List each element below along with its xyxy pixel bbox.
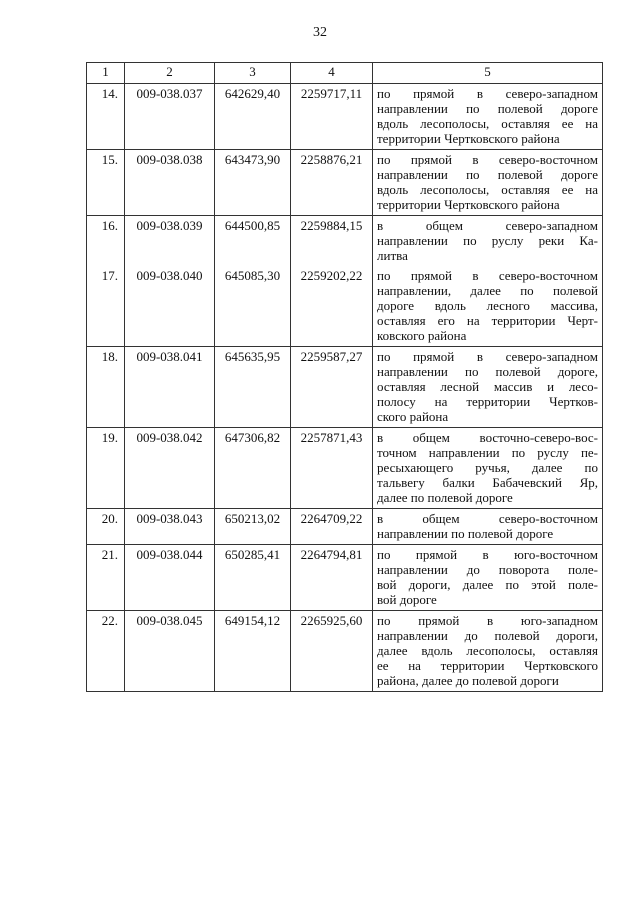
description-line: по прямой в северо-восточном: [377, 152, 598, 167]
header-col-3: 3: [215, 63, 291, 84]
table-row: [87, 611, 603, 692]
description-line: по прямой в северо-восточном: [377, 268, 598, 283]
description-line: по прямой в юго-восточном: [377, 547, 598, 562]
row-number: 19.: [87, 428, 125, 509]
description-line: направлении по полевой дороге,: [377, 364, 598, 379]
boundary-description: [373, 84, 603, 150]
table-row: [87, 216, 603, 267]
point-code: 009-038.042: [125, 428, 215, 509]
coordinate-y: 2258876,21: [291, 150, 373, 216]
header-col-5: 5: [373, 63, 603, 84]
coordinate-x: 650213,02: [215, 509, 291, 545]
coordinate-x: 647306,82: [215, 428, 291, 509]
table-row: [87, 509, 603, 545]
description-line: вой дороги, далее по этой поле-: [377, 577, 598, 592]
header-col-2: 2: [125, 63, 215, 84]
description-line: оставляя лесной массив и лесо-: [377, 379, 598, 394]
description-line: в общем северо-восточном: [377, 511, 598, 526]
coordinate-x: 642629,40: [215, 84, 291, 150]
description-line: литва: [377, 248, 408, 263]
row-number: 20.: [87, 509, 125, 545]
boundary-description: [373, 509, 603, 545]
description-line: ее на территории Чертковского: [377, 658, 598, 673]
description-line: точном направлении по руслу пе-: [377, 445, 598, 460]
coordinate-x: 645635,95: [215, 347, 291, 428]
boundary-description: [373, 611, 603, 692]
description-line: в общем северо-западном: [377, 218, 598, 233]
coordinate-y: 2259587,27: [291, 347, 373, 428]
description-line: дороге вдоль лесного массива,: [377, 298, 598, 313]
table-row: [87, 428, 603, 509]
description-line: направлении по полевой дороге: [377, 101, 598, 116]
description-line: района, далее до полевой дороги: [377, 673, 559, 688]
table-row: [87, 84, 603, 150]
description-line: направлении, далее по полевой: [377, 283, 598, 298]
description-line: территории Чертковского района: [377, 131, 560, 146]
row-number: 22.: [87, 611, 125, 692]
coordinate-x: 644500,85: [215, 216, 291, 267]
table-row: [87, 347, 603, 428]
header-col-4: 4: [291, 63, 373, 84]
description-line: ресыхающего ручья, далее по: [377, 460, 598, 475]
table-row: [87, 545, 603, 611]
description-line: вдоль лесополосы, оставляя ее на: [377, 182, 598, 197]
coordinate-x: 649154,12: [215, 611, 291, 692]
row-number: 18.: [87, 347, 125, 428]
description-line: в общем восточно-северо-вос-: [377, 430, 598, 445]
boundary-description: [373, 216, 603, 267]
description-line: ковского района: [377, 328, 467, 343]
description-line: направлении до поворота поле-: [377, 562, 598, 577]
header-col-1: 1: [87, 63, 125, 84]
coordinate-y: 2265925,60: [291, 611, 373, 692]
row-number: 17.: [87, 266, 125, 347]
description-line: направлении по руслу реки Ка-: [377, 233, 598, 248]
boundary-description: [373, 347, 603, 428]
description-line: территории Чертковского района: [377, 197, 560, 212]
boundary-description: [373, 150, 603, 216]
description-line: по прямой в юго-западном: [377, 613, 598, 628]
row-number: 21.: [87, 545, 125, 611]
boundary-description: [373, 545, 603, 611]
coordinate-y: 2259884,15: [291, 216, 373, 267]
page-number: 32: [313, 25, 327, 40]
description-line: вой дороге: [377, 592, 437, 607]
table-header-row: [87, 63, 603, 84]
coordinate-y: 2259202,22: [291, 266, 373, 347]
point-code: 009-038.045: [125, 611, 215, 692]
description-line: ского района: [377, 409, 449, 424]
description-line: по прямой в северо-западном: [377, 349, 598, 364]
description-line: по прямой в северо-западном: [377, 86, 598, 101]
point-code: 009-038.041: [125, 347, 215, 428]
description-line: направлении по полевой дороге: [377, 167, 598, 182]
row-number: 15.: [87, 150, 125, 216]
row-number: 14.: [87, 84, 125, 150]
boundary-description: [373, 266, 603, 347]
point-code: 009-038.038: [125, 150, 215, 216]
coordinate-x: 650285,41: [215, 545, 291, 611]
row-number: 16.: [87, 216, 125, 267]
coordinate-x: 645085,30: [215, 266, 291, 347]
description-line: направлении до полевой дороги,: [377, 628, 598, 643]
point-code: 009-038.040: [125, 266, 215, 347]
description-line: вдоль лесополосы, оставляя ее на: [377, 116, 598, 131]
point-code: 009-038.043: [125, 509, 215, 545]
coordinate-y: 2257871,43: [291, 428, 373, 509]
boundary-description: [373, 428, 603, 509]
description-line: оставляя его на территории Черт-: [377, 313, 598, 328]
description-line: далее вдоль лесополосы, оставляя: [377, 643, 598, 658]
point-code: 009-038.039: [125, 216, 215, 267]
coordinate-x: 643473,90: [215, 150, 291, 216]
description-line: полосу на территории Чертков-: [377, 394, 598, 409]
description-line: далее по полевой дороге: [377, 490, 513, 505]
coordinate-y: 2264709,22: [291, 509, 373, 545]
boundary-points-table: [86, 62, 603, 692]
coordinate-y: 2264794,81: [291, 545, 373, 611]
description-line: направлении по полевой дороге: [377, 526, 554, 541]
table-row: [87, 266, 603, 347]
coordinate-y: 2259717,11: [291, 84, 373, 150]
description-line: тальвегу балки Бабачевский Яр,: [377, 475, 598, 490]
point-code: 009-038.044: [125, 545, 215, 611]
point-code: 009-038.037: [125, 84, 215, 150]
table-row: [87, 150, 603, 216]
